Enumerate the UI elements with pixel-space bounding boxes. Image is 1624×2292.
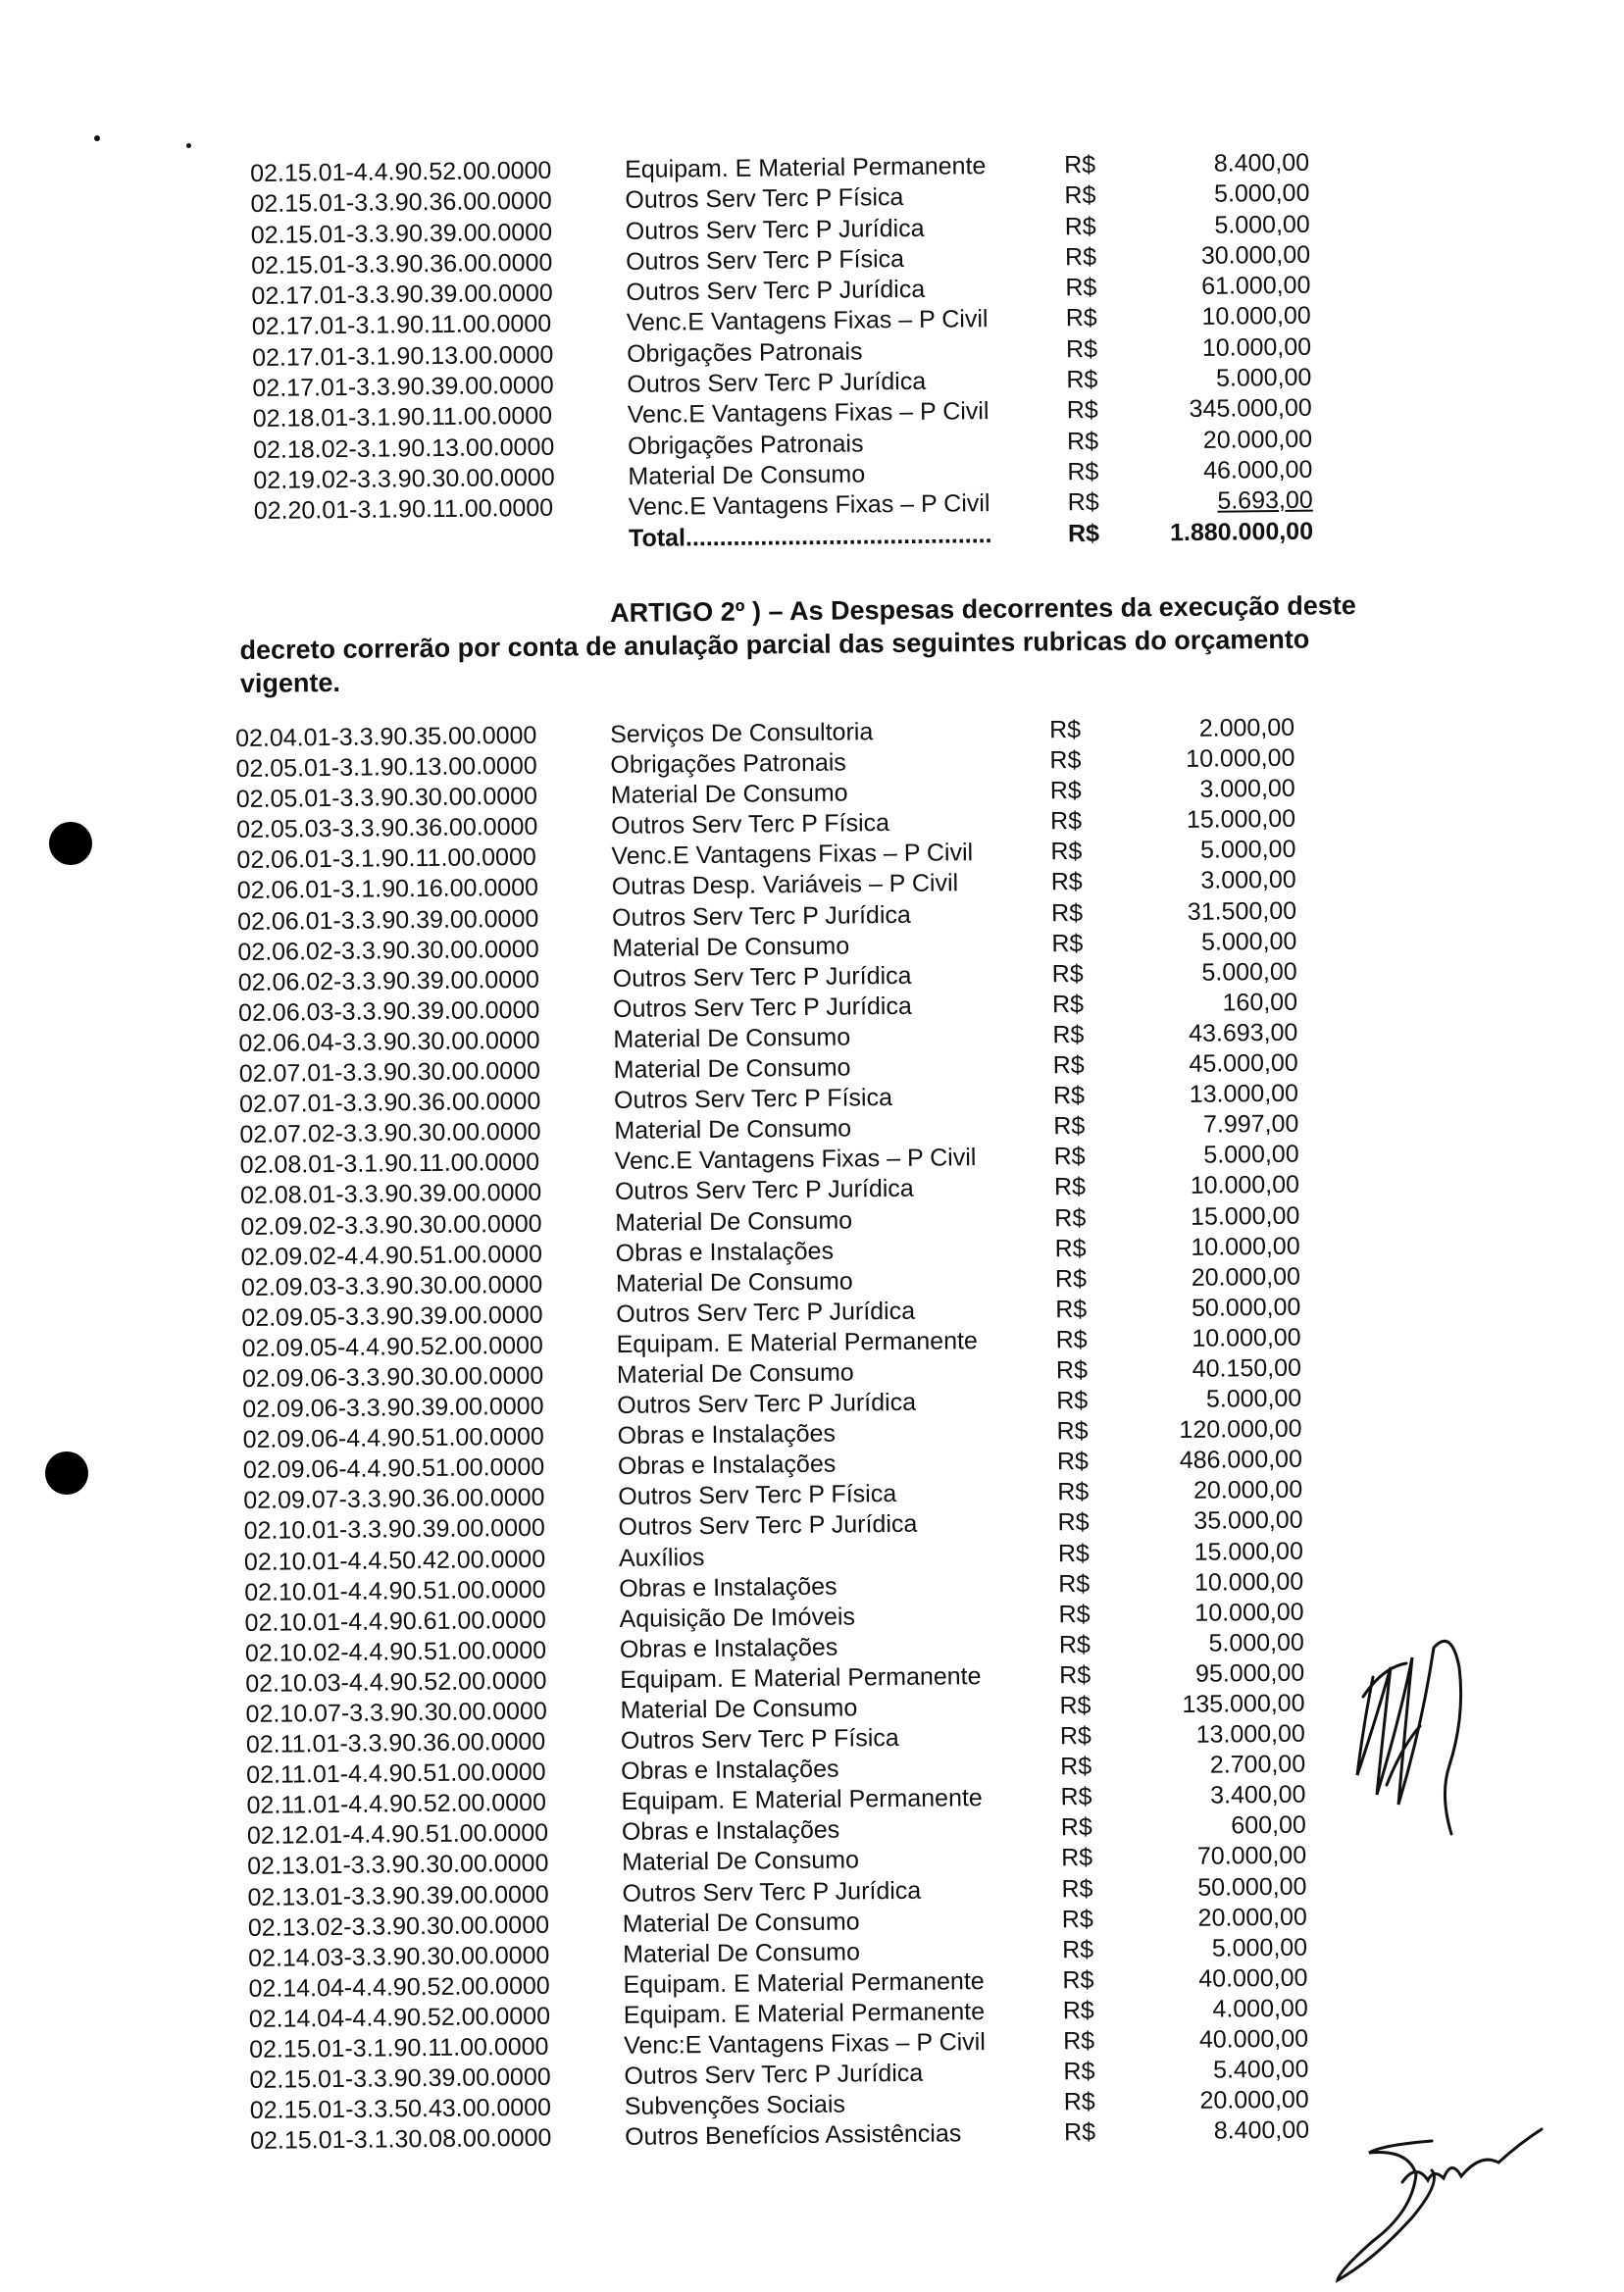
row-amount: 45.000,00	[1189, 1048, 1298, 1078]
row-description: Obrigações Patronais	[610, 748, 847, 780]
row-currency: R$	[1056, 1448, 1090, 1476]
row-code: 02.09.02-4.4.90.51.00.0000	[240, 1240, 543, 1271]
row-currency: R$	[1063, 150, 1096, 179]
row-code: 02.20.01-3.1.90.11.00.0000	[253, 494, 554, 526]
row-currency: R$	[1066, 366, 1098, 394]
row-description: Outros Benefícios Assistências	[624, 2119, 962, 2152]
budget-table-credits	[250, 148, 1314, 558]
row-code: 02.10.03-4.4.90.52.00.0000	[245, 1666, 547, 1698]
row-code: 02.05.03-3.3.90.36.00.0000	[235, 813, 538, 844]
row-description: Obras e Instalações	[617, 1450, 837, 1481]
row-description: Obrigações Patronais	[627, 430, 864, 460]
row-amount: 2.700,00	[1209, 1750, 1306, 1779]
row-currency: R$	[1059, 1722, 1091, 1751]
row-amount: 10.000,00	[1201, 332, 1312, 362]
row-description: Outros Serv Terc P Física	[620, 1724, 899, 1756]
row-description: Equipam. E Material Permanente	[624, 152, 987, 183]
row-description: Outras Desp. Variáveis – P Civil	[611, 869, 959, 901]
row-description: Aquisição De Imóveis	[619, 1603, 856, 1633]
row-code: 02.12.01-4.4.90.51.00.0000	[246, 1819, 549, 1851]
row-amount: 8.400,00	[1213, 2115, 1310, 2145]
row-description: Material De Consumo	[610, 779, 848, 810]
row-description: Serviços De Consultoria	[609, 718, 874, 748]
artigo-2-line-2: decreto correrão por conta de anulação parcial das seguintes rubricas do orçamento	[239, 624, 1310, 665]
row-description: Venc.E Vantagens Fixas – P Civil	[627, 397, 990, 430]
row-description: Material De Consumo	[613, 1023, 851, 1053]
row-description: Obras e Instalações	[621, 1755, 839, 1786]
row-code: 02.11.01-3.3.90.36.00.0000	[245, 1727, 546, 1759]
row-amount: 95.000,00	[1194, 1658, 1305, 1688]
row-currency: R$	[1049, 777, 1082, 805]
row-description: Venc.E Vantagens Fixas – P Civil	[614, 1144, 977, 1176]
row-currency: R$	[1056, 1417, 1089, 1446]
row-description: Outros Serv Terc P Jurídica	[624, 2059, 924, 2091]
row-amount: 13.000,00	[1189, 1079, 1299, 1108]
row-currency: R$	[1063, 2088, 1095, 2116]
row-description: Outros Serv Terc P Jurídica	[627, 367, 927, 399]
row-code: 02.10.07-3.3.90.30.00.0000	[245, 1697, 547, 1728]
row-currency: R$	[1062, 1996, 1094, 2025]
row-description: Outros Serv Terc P Jurídica	[626, 275, 926, 307]
row-code: 02.15.01-4.4.90.52.00.0000	[250, 156, 552, 187]
row-currency: R$	[1061, 1905, 1093, 1933]
row-code: 02.18.01-3.1.90.11.00.0000	[252, 402, 553, 433]
row-code: 02.09.02-3.3.90.30.00.0000	[240, 1209, 542, 1241]
row-code: 02.07.02-3.3.90.30.00.0000	[239, 1117, 541, 1149]
row-description: Outros Serv Terc P Física	[625, 244, 905, 276]
row-code: 02.17.01-3.1.90.13.00.0000	[251, 340, 554, 372]
row-amount: 15.000,00	[1193, 1537, 1304, 1566]
row-description: Material De Consumo	[623, 1938, 861, 1968]
artigo-2-paragraph	[239, 587, 1435, 700]
row-code: 02.14.04-4.4.90.52.00.0000	[248, 2002, 551, 2033]
credit-rows	[250, 148, 1313, 528]
row-description: Equipam. E Material Permanente	[620, 1661, 982, 1694]
row-currency: R$	[1056, 1386, 1089, 1415]
row-amount: 8.400,00	[1213, 148, 1310, 178]
row-description: Material De Consumo	[616, 1358, 854, 1389]
row-code: 02.06.02-3.3.90.39.00.0000	[237, 965, 540, 996]
row-amount: 30.000,00	[1200, 240, 1311, 270]
row-currency: R$	[1062, 1965, 1094, 1995]
row-amount: 20.000,00	[1202, 425, 1313, 454]
row-description: Venc.E Vantagens Fixas – P Civil	[626, 305, 989, 337]
row-description: Material De Consumo	[620, 1694, 858, 1724]
row-currency: R$	[1058, 1569, 1091, 1598]
row-description: Obras e Instalações	[615, 1237, 835, 1267]
row-currency: R$	[1061, 1874, 1093, 1903]
row-code: 02.15.01-3.1.30.08.00.0000	[249, 2124, 552, 2156]
row-amount: 160,00	[1222, 988, 1298, 1017]
row-code: 02.18.02-3.1.90.13.00.0000	[252, 433, 555, 464]
row-currency: R$	[1060, 1813, 1092, 1842]
row-amount: 486.000,00	[1179, 1445, 1303, 1475]
row-code: 02.15.01-3.3.90.39.00.0000	[249, 2063, 551, 2095]
row-currency: R$	[1053, 1112, 1086, 1141]
row-description: Outros Serv Terc P Jurídica	[612, 992, 912, 1023]
row-code: 02.06.02-3.3.90.30.00.0000	[237, 935, 539, 966]
row-code: 02.06.01-3.3.90.39.00.0000	[236, 904, 539, 936]
row-code: 02.05.01-3.1.90.13.00.0000	[235, 751, 537, 784]
row-code: 02.11.01-4.4.90.52.00.0000	[246, 1789, 547, 1820]
row-amount: 5.000,00	[1205, 1384, 1302, 1413]
total-label: Total.............................................	[628, 520, 992, 552]
row-currency: R$	[1060, 1753, 1092, 1781]
punch-hole-upper	[49, 822, 92, 865]
row-amount: 50.000,00	[1197, 1872, 1307, 1902]
row-description: Material De Consumo	[612, 932, 850, 962]
row-amount: 13.000,00	[1195, 1719, 1305, 1749]
row-description: Material De Consumo	[613, 1053, 851, 1085]
row-amount: 35.000,00	[1193, 1506, 1303, 1536]
row-code: 02.09.05-4.4.90.52.00.0000	[241, 1331, 544, 1362]
row-description: Outros Serv Terc P Jurídica	[622, 1876, 922, 1908]
row-amount: 40.000,00	[1198, 2024, 1309, 2054]
row-code: 02.13.01-3.3.90.39.00.0000	[247, 1880, 549, 1911]
row-amount: 5.000,00	[1213, 178, 1310, 209]
row-description: Material De Consumo	[628, 460, 866, 490]
row-code: 02.15.01-3.1.90.11.00.0000	[249, 2032, 549, 2063]
row-description: Outros Serv Terc P Jurídica	[612, 961, 912, 993]
row-description: Outros Serv Terc P Jurídica	[625, 214, 925, 245]
row-description: Obras e Instalações	[619, 1572, 837, 1603]
row-amount: 5.000,00	[1211, 1933, 1308, 1962]
row-amount: 20.000,00	[1191, 1262, 1301, 1292]
row-code: 02.14.03-3.3.90.30.00.0000	[248, 1941, 550, 1972]
row-currency: R$	[1049, 807, 1083, 836]
row-description: Outros Serv Terc P Jurídica	[616, 1297, 916, 1328]
row-currency: R$	[1058, 1630, 1091, 1659]
row-code: 02.14.04-4.4.90.52.00.0000	[248, 1971, 550, 2003]
row-amount: 10.000,00	[1186, 743, 1295, 773]
row-amount: 10.000,00	[1193, 1567, 1304, 1597]
row-code: 02.17.01-3.3.90.39.00.0000	[252, 371, 554, 403]
signature-initials-1	[1344, 1608, 1500, 1854]
row-amount: 46.000,00	[1203, 455, 1313, 484]
row-currency: R$	[1062, 2026, 1095, 2056]
row-currency: R$	[1054, 1234, 1087, 1262]
row-currency: R$	[1055, 1295, 1088, 1324]
row-currency: R$	[1065, 304, 1097, 332]
row-code: 02.15.01-3.3.90.39.00.0000	[250, 218, 553, 249]
row-description: Subvenções Sociais	[624, 2090, 846, 2121]
row-code: 02.10.01-4.4.50.42.00.0000	[243, 1545, 546, 1576]
row-currency: R$	[1063, 2058, 1095, 2086]
row-code: 02.17.01-3.1.90.11.00.0000	[251, 310, 552, 341]
row-amount: 600,00	[1231, 1811, 1306, 1840]
row-currency: R$	[1055, 1325, 1088, 1354]
row-code: 02.04.01-3.3.90.35.00.0000	[235, 721, 537, 752]
row-description: Material De Consumo	[614, 1114, 852, 1146]
row-code: 02.08.01-3.3.90.39.00.0000	[239, 1179, 542, 1210]
row-currency: R$	[1055, 1355, 1089, 1385]
row-code: 02.09.06-4.4.90.51.00.0000	[242, 1422, 544, 1454]
row-code: 02.09.06-4.4.90.51.00.0000	[242, 1452, 545, 1485]
row-amount: 15.000,00	[1190, 1201, 1300, 1231]
row-description: Equipam. E Material Permanente	[616, 1326, 979, 1358]
row-description: Venc.E Vantagens Fixas – P Civil	[628, 489, 990, 522]
row-code: 02.17.01-3.3.90.39.00.0000	[251, 279, 553, 311]
row-amount: 7.997,00	[1202, 1109, 1299, 1139]
row-description: Outros Serv Terc P Física	[610, 809, 890, 840]
row-description: Outros Serv Terc P Física	[625, 183, 904, 215]
row-currency: R$	[1052, 1050, 1085, 1080]
row-amount: 5.000,00	[1208, 1628, 1305, 1657]
row-currency: R$	[1053, 1173, 1087, 1201]
row-currency: R$	[1057, 1478, 1090, 1506]
row-amount: 40.000,00	[1198, 1963, 1308, 1993]
row-amount: 10.000,00	[1190, 1171, 1300, 1200]
scan-speck	[186, 143, 191, 148]
row-amount: 120.000,00	[1179, 1414, 1302, 1445]
row-description: Auxílios	[618, 1543, 705, 1572]
row-code: 02.09.07-3.3.90.36.00.0000	[243, 1484, 545, 1515]
scan-speck	[94, 135, 100, 141]
row-amount: 3.400,00	[1210, 1780, 1306, 1809]
row-currency: R$	[1061, 1844, 1093, 1872]
row-currency: R$	[1064, 212, 1096, 240]
row-code: 02.15.01-3.3.90.36.00.0000	[250, 248, 553, 280]
row-currency: R$	[1052, 1082, 1086, 1110]
row-currency: R$	[1048, 715, 1082, 744]
row-code: 02.10.01-4.4.90.61.00.0000	[244, 1605, 546, 1637]
row-currency: R$	[1049, 746, 1082, 775]
row-currency: R$	[1050, 838, 1083, 866]
row-currency: R$	[1060, 1783, 1092, 1811]
row-currency: R$	[1053, 1143, 1086, 1171]
row-description: Material De Consumo	[615, 1267, 853, 1298]
row-code: 02.06.01-3.1.90.11.00.0000	[236, 843, 536, 875]
row-code: 02.10.01-3.3.90.39.00.0000	[243, 1514, 545, 1546]
row-description: Material De Consumo	[622, 1846, 860, 1877]
row-currency: R$	[1051, 959, 1084, 989]
punch-hole-lower	[45, 1452, 88, 1495]
row-code: 02.09.06-3.3.90.39.00.0000	[242, 1392, 544, 1424]
row-description: Material De Consumo	[615, 1205, 853, 1237]
row-amount: 50.000,00	[1191, 1293, 1301, 1322]
row-amount: 5.000,00	[1200, 927, 1297, 956]
row-code: 02.06.03-3.3.90.39.00.0000	[237, 995, 540, 1027]
row-currency: R$	[1059, 1660, 1091, 1690]
row-currency: R$	[1051, 929, 1084, 957]
row-amount: 5.693,00	[1217, 485, 1313, 515]
row-amount: 31.500,00	[1187, 896, 1297, 926]
total-amount: 1.880.000,00	[1169, 517, 1314, 546]
row-code: 02.15.01-3.3.50.43.00.0000	[249, 2093, 552, 2125]
row-currency: R$	[1058, 1600, 1091, 1628]
budget-table-annulments	[235, 713, 1310, 2157]
row-amount: 20.000,00	[1193, 1475, 1303, 1505]
row-description: Outros Serv Terc P Física	[618, 1480, 897, 1511]
row-amount: 3.000,00	[1199, 774, 1295, 803]
row-code: 02.06.01-3.1.90.16.00.0000	[236, 874, 539, 905]
row-description: Obras e Instalações	[617, 1419, 837, 1451]
row-description: Outros Serv Terc P Jurídica	[617, 1388, 917, 1420]
row-currency: R$	[1059, 1691, 1091, 1720]
row-code: 02.09.05-3.3.90.39.00.0000	[241, 1300, 543, 1332]
annulment-rows	[235, 713, 1310, 2157]
row-amount: 5.000,00	[1203, 1140, 1299, 1169]
row-amount: 345.000,00	[1189, 394, 1312, 424]
row-amount: 70.000,00	[1196, 1842, 1307, 1871]
row-amount: 20.000,00	[1197, 1903, 1307, 1932]
row-amount: 5.000,00	[1215, 363, 1312, 392]
row-amount: 61.000,00	[1201, 271, 1311, 301]
row-amount: 4.000,00	[1212, 1994, 1308, 2023]
row-code: 02.13.02-3.3.90.30.00.0000	[247, 1910, 550, 1942]
row-currency: R$	[1064, 181, 1096, 210]
row-currency: R$	[1065, 274, 1097, 302]
row-amount: 10.000,00	[1192, 1323, 1301, 1352]
row-description: Equipam. E Material Permanente	[623, 1998, 986, 2029]
row-code: 02.11.01-4.4.90.51.00.0000	[246, 1757, 546, 1790]
row-currency: R$	[1064, 242, 1097, 272]
row-description: Material De Consumo	[622, 1908, 860, 1938]
row-code: 02.15.01-3.3.90.36.00.0000	[250, 187, 552, 219]
row-description: Outros Serv Terc P Jurídica	[618, 1510, 918, 1542]
row-description: Obras e Instalações	[619, 1633, 838, 1663]
row-description: Outros Serv Terc P Física	[613, 1084, 893, 1115]
row-currency: R$	[1057, 1508, 1090, 1537]
row-amount: 40.150,00	[1192, 1353, 1302, 1383]
row-currency: R$	[1066, 396, 1098, 425]
row-code: 02.10.01-4.4.90.51.00.0000	[244, 1575, 546, 1606]
row-currency: R$	[1067, 457, 1099, 486]
row-code: 02.09.03-3.3.90.30.00.0000	[240, 1270, 543, 1301]
row-description: Outros Serv Terc P Jurídica	[614, 1175, 914, 1206]
row-amount: 43.693,00	[1188, 1018, 1298, 1047]
row-description: Obrigações Patronais	[626, 337, 863, 368]
row-amount: 2.000,00	[1198, 713, 1295, 742]
row-currency: R$	[1051, 990, 1085, 1019]
row-currency: R$	[1054, 1203, 1087, 1232]
row-amount: 5.000,00	[1214, 210, 1310, 239]
signature-initials-2	[1314, 2123, 1549, 2290]
artigo-2-line-3: vigente.	[239, 667, 341, 698]
row-description: Outros Serv Terc P Jurídica	[611, 900, 911, 932]
row-description: Obras e Instalações	[621, 1815, 840, 1847]
row-currency: R$	[1065, 334, 1098, 364]
row-code: 02.07.01-3.3.90.30.00.0000	[238, 1056, 541, 1089]
row-amount: 10.000,00	[1191, 1232, 1300, 1261]
row-currency: R$	[1050, 868, 1083, 896]
total-currency: R$	[1067, 519, 1100, 547]
row-amount: 5.000,00	[1199, 836, 1296, 865]
row-amount: 15.000,00	[1186, 804, 1296, 835]
row-amount: 10.000,00	[1194, 1598, 1304, 1627]
row-description: Venc.E Vantagens Fixas – P Civil	[611, 839, 974, 871]
row-currency: R$	[1067, 488, 1099, 517]
row-code: 02.19.02-3.3.90.30.00.0000	[253, 463, 555, 494]
row-amount: 3.000,00	[1200, 866, 1296, 895]
row-currency: R$	[1052, 1020, 1085, 1049]
row-code: 02.10.02-4.4.90.51.00.0000	[244, 1636, 547, 1667]
row-currency: R$	[1061, 1935, 1094, 1963]
row-code: 02.13.01-3.3.90.30.00.0000	[247, 1850, 549, 1881]
row-currency: R$	[1050, 898, 1084, 927]
artigo-2-title: ARTIGO 2º ) – As Despesas decorrentes da execução deste	[610, 590, 1356, 629]
row-description: Equipam. E Material Permanente	[621, 1784, 983, 1816]
row-currency: R$	[1054, 1264, 1088, 1293]
row-currency: R$	[1063, 2118, 1096, 2147]
row-amount: 10.000,00	[1201, 302, 1311, 331]
row-description: Venc:E Vantagens Fixas – P Civil	[623, 2028, 986, 2060]
row-amount: 5.400,00	[1212, 2055, 1309, 2084]
row-code: 02.06.04-3.3.90.30.00.0000	[238, 1026, 540, 1057]
row-currency: R$	[1057, 1539, 1091, 1567]
row-description: Equipam. E Material Permanente	[623, 1966, 985, 1999]
row-code: 02.08.01-3.1.90.11.00.0000	[239, 1148, 540, 1180]
row-amount: 135.000,00	[1182, 1689, 1305, 1718]
row-amount: 20.000,00	[1199, 2085, 1309, 2114]
row-code: 02.05.01-3.3.90.30.00.0000	[235, 782, 538, 814]
row-code: 02.07.01-3.3.90.36.00.0000	[238, 1087, 541, 1119]
row-currency: R$	[1066, 427, 1099, 455]
row-amount: 5.000,00	[1201, 957, 1297, 987]
row-code: 02.09.06-3.3.90.30.00.0000	[241, 1361, 544, 1393]
